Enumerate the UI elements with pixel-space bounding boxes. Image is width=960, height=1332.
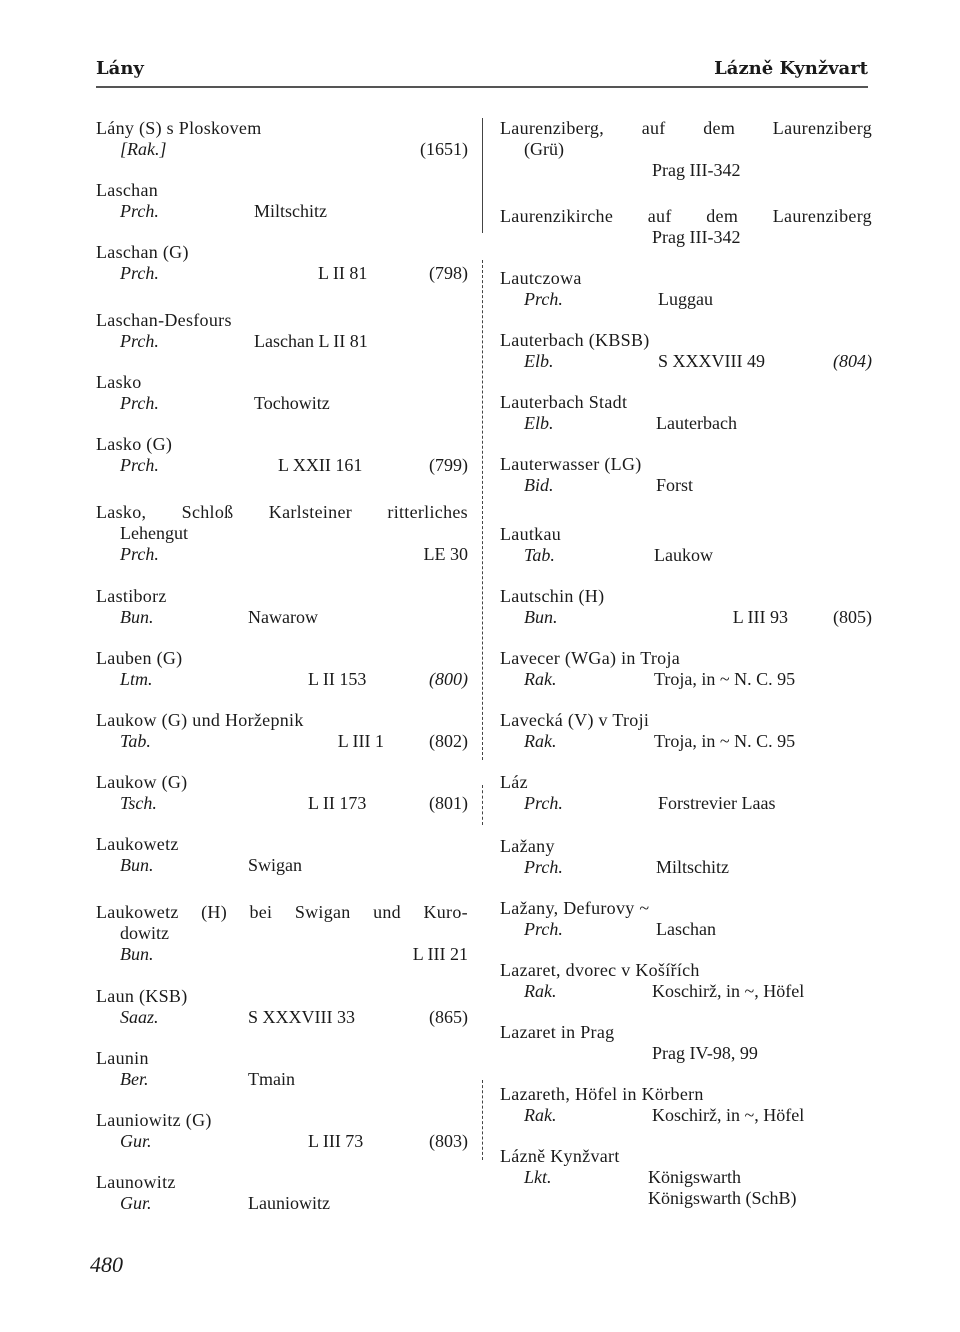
entry-heading: Lauterbach Stadt xyxy=(500,392,628,412)
column-divider xyxy=(482,260,483,760)
district-abbreviation: Tab. xyxy=(524,545,555,565)
entry-detail-line xyxy=(500,857,872,878)
index-entry xyxy=(500,772,872,814)
district-abbreviation: Elb. xyxy=(524,413,554,433)
heading-word: (H) xyxy=(201,902,228,922)
heading-word: Kuro- xyxy=(423,902,468,922)
entry-detail-line xyxy=(96,607,468,628)
entry-heading xyxy=(500,206,872,227)
entry-heading: Lavecer (WGa) in Troja xyxy=(500,648,681,668)
cross-reference: Miltschitz xyxy=(254,201,327,221)
district-abbreviation: Ber. xyxy=(120,1069,149,1089)
entry-number: (865) xyxy=(429,1007,468,1027)
cross-reference: Lauterbach xyxy=(656,413,737,433)
cross-reference: L III 21 xyxy=(412,944,468,964)
index-entry xyxy=(500,1084,872,1126)
district-abbreviation: Bun. xyxy=(120,855,154,875)
index-entry xyxy=(500,898,872,940)
entry-number: (801) xyxy=(429,793,468,813)
entry-heading: Laschan xyxy=(96,180,159,200)
index-entry xyxy=(96,180,468,222)
heading-word: Laurenziberg xyxy=(772,118,872,138)
cross-reference: Forstrevier Laas xyxy=(658,793,776,813)
entry-heading: Launowitz xyxy=(96,1172,176,1192)
heading-word: Laurenziberg, xyxy=(500,118,605,138)
index-entry xyxy=(500,1022,872,1064)
district-abbreviation: Bid. xyxy=(524,475,554,495)
entry-detail-line xyxy=(96,1193,468,1214)
district-abbreviation: Tsch. xyxy=(120,793,157,813)
index-entry xyxy=(96,710,468,752)
heading-word: Laurenziberg xyxy=(772,206,872,226)
district-abbreviation: Rak. xyxy=(524,1105,557,1125)
heading-word: Swigan xyxy=(294,902,351,922)
cross-reference: Koschirž, in ~, Höfel xyxy=(652,1105,805,1125)
entry-number: (798) xyxy=(429,263,468,283)
cross-reference: Laschan L II 81 xyxy=(254,331,368,351)
district-abbreviation: Rak. xyxy=(524,981,557,1001)
entry-detail-line xyxy=(500,413,872,434)
entry-detail-line xyxy=(96,544,468,565)
heading-word: auf xyxy=(641,118,666,138)
entry-heading: Lauterbach (KBSB) xyxy=(500,330,650,350)
cross-reference: Tochowitz xyxy=(254,393,330,413)
cross-reference: Nawarow xyxy=(248,607,318,627)
entry-heading xyxy=(96,902,468,923)
entry-heading xyxy=(96,502,468,523)
cross-reference: Luggau xyxy=(658,289,713,309)
entry-heading: Lažany xyxy=(500,836,555,856)
running-head-left: Lány xyxy=(96,58,144,79)
district-abbreviation: Prch. xyxy=(524,793,563,813)
entry-number: (804) xyxy=(833,351,872,371)
entry-detail-line xyxy=(500,1043,872,1064)
entry-detail-line xyxy=(96,1007,468,1028)
index-entry xyxy=(500,586,872,628)
cross-reference: L III 73 xyxy=(308,1131,364,1151)
district-abbreviation: Gur. xyxy=(120,1193,152,1213)
index-entry xyxy=(500,648,872,690)
index-entry xyxy=(96,502,468,565)
entry-heading: Lazareth, Höfel in Körbern xyxy=(500,1084,704,1104)
cross-reference: L III 93 xyxy=(732,607,788,627)
index-entry xyxy=(96,1110,468,1152)
entry-number: (802) xyxy=(429,731,468,751)
entry-detail-line xyxy=(500,1105,872,1126)
index-entry xyxy=(500,836,872,878)
index-entry xyxy=(96,986,468,1028)
entry-detail-line xyxy=(500,1167,872,1188)
district-abbreviation: Prch. xyxy=(120,331,159,351)
district-abbreviation: Prch. xyxy=(120,393,159,413)
index-entry xyxy=(96,772,468,814)
cross-reference: Troja, in ~ N. C. 95 xyxy=(654,669,796,689)
cross-reference: Königswarth (SchB) xyxy=(648,1188,797,1208)
entry-heading-continuation: (Grü) xyxy=(524,139,564,159)
district-abbreviation: Prch. xyxy=(524,289,563,309)
entry-detail-line xyxy=(500,351,872,372)
entry-detail-line xyxy=(96,201,468,222)
entry-heading: Lautschin (H) xyxy=(500,586,605,606)
heading-word: auf xyxy=(647,206,672,226)
header-rule xyxy=(96,86,868,88)
heading-word: dem xyxy=(706,206,739,226)
cross-reference: L III 1 xyxy=(337,731,384,751)
index-entry xyxy=(500,524,872,566)
district-abbreviation: Tab. xyxy=(120,731,151,751)
entry-heading: Laun (KSB) xyxy=(96,986,188,1006)
heading-word: Laurenzikirche xyxy=(500,206,614,226)
entry-heading: Laukowetz xyxy=(96,834,179,854)
entry-number: (1651) xyxy=(420,139,468,159)
entry-heading: Laschan-Desfours xyxy=(96,310,232,330)
cross-reference: Laukow xyxy=(654,545,713,565)
entry-detail-line xyxy=(96,331,468,352)
heading-word: Schloß xyxy=(181,502,234,522)
cross-reference: Prag IV-98, 99 xyxy=(652,1043,758,1063)
cross-reference: L II 153 xyxy=(308,669,367,689)
entry-heading: Lauterwasser (LG) xyxy=(500,454,642,474)
entry-detail-line xyxy=(500,919,872,940)
district-abbreviation: Saaz. xyxy=(120,1007,159,1027)
index-entry xyxy=(500,454,872,496)
entry-heading: Láz xyxy=(500,772,528,792)
column-divider xyxy=(482,785,483,825)
index-entry xyxy=(500,268,872,310)
entry-detail-line xyxy=(96,944,468,965)
entry-heading: Lautczowa xyxy=(500,268,582,288)
entry-detail-line xyxy=(500,981,872,1002)
entry-detail-line xyxy=(96,139,468,160)
entry-number: (805) xyxy=(833,607,872,627)
entry-heading: Lazaret in Prag xyxy=(500,1022,615,1042)
index-entry xyxy=(500,1146,872,1209)
entry-detail-line xyxy=(96,669,468,690)
column-divider xyxy=(482,1080,483,1160)
index-entry xyxy=(96,372,468,414)
entry-detail-line xyxy=(500,545,872,566)
entry-number: (803) xyxy=(429,1131,468,1151)
district-abbreviation: Elb. xyxy=(524,351,554,371)
district-abbreviation: Bun. xyxy=(120,944,154,964)
cross-reference: Prag III-342 xyxy=(652,160,741,180)
index-entry xyxy=(96,902,468,965)
page-number: 480 xyxy=(90,1252,123,1277)
entry-detail-line xyxy=(96,455,468,476)
index-entry xyxy=(96,310,468,352)
entry-detail-line xyxy=(500,731,872,752)
entry-heading: Lavecká (V) v Troji xyxy=(500,710,650,730)
entry-heading: Laukow (G) und Horžepnik xyxy=(96,710,304,730)
entry-number: (800) xyxy=(429,669,468,689)
index-entry xyxy=(500,392,872,434)
entry-heading: Lažany, Defurovy ~ xyxy=(500,898,650,918)
entry-heading: Lazaret, dvorec v Košířích xyxy=(500,960,700,980)
index-entry xyxy=(96,434,468,476)
running-head xyxy=(96,52,868,86)
entry-detail-line xyxy=(500,160,872,181)
cross-reference: Tmain xyxy=(248,1069,295,1089)
district-abbreviation: Prch. xyxy=(120,455,159,475)
entry-heading: Lasko (G) xyxy=(96,434,173,454)
cross-reference: Miltschitz xyxy=(656,857,729,877)
entry-heading: Launiowitz (G) xyxy=(96,1110,212,1130)
cross-reference: Prag III-342 xyxy=(652,227,741,247)
cross-reference: L II 81 xyxy=(318,263,368,283)
cross-reference: S XXXVIII 49 xyxy=(658,351,765,371)
entry-detail-line xyxy=(96,1069,468,1090)
heading-word: dem xyxy=(703,118,736,138)
column-divider xyxy=(482,118,483,233)
entry-heading xyxy=(500,118,872,139)
index-entry xyxy=(96,648,468,690)
district-abbreviation: Ltm. xyxy=(120,669,153,689)
entry-heading: Lauben (G) xyxy=(96,648,183,668)
district-abbreviation: Prch. xyxy=(524,857,563,877)
district-abbreviation: Prch. xyxy=(524,919,563,939)
entry-detail-line xyxy=(500,227,872,248)
heading-word: bei xyxy=(249,902,273,922)
index-entry xyxy=(96,1048,468,1090)
entry-heading: Lastiborz xyxy=(96,586,167,606)
entry-detail-line xyxy=(500,289,872,310)
district-abbreviation: Bun. xyxy=(524,607,558,627)
index-entry xyxy=(500,118,872,181)
entry-detail-line xyxy=(500,669,872,690)
cross-reference: Königswarth xyxy=(648,1167,741,1187)
index-entry xyxy=(500,330,872,372)
entry-detail-line xyxy=(500,793,872,814)
district-abbreviation: Prch. xyxy=(120,544,159,564)
index-entry xyxy=(500,960,872,1002)
district-abbreviation: Bun. xyxy=(120,607,154,627)
district-abbreviation: Rak. xyxy=(524,669,557,689)
entry-heading: Lázně Kynžvart xyxy=(500,1146,620,1166)
entry-detail-line xyxy=(96,393,468,414)
entry-heading: Laukow (G) xyxy=(96,772,188,792)
cross-reference: Launiowitz xyxy=(248,1193,330,1213)
district-abbreviation: Prch. xyxy=(120,201,159,221)
heading-word: und xyxy=(373,902,401,922)
running-head-right: Lázně Kynžvart xyxy=(714,58,868,79)
index-entry xyxy=(96,118,468,160)
entry-heading-continuation: Lehengut xyxy=(120,523,188,543)
heading-word: Lasko, xyxy=(96,502,147,522)
heading-word: ritterliches xyxy=(387,502,468,522)
entry-detail-line xyxy=(96,263,468,284)
entry-detail-line xyxy=(96,731,468,752)
district-abbreviation: Lkt. xyxy=(524,1167,552,1187)
district-abbreviation: Gur. xyxy=(120,1131,152,1151)
index-entry xyxy=(96,834,468,876)
cross-reference: L II 173 xyxy=(308,793,367,813)
cross-reference: Forst xyxy=(656,475,694,495)
cross-reference: LE 30 xyxy=(423,544,468,564)
index-entry xyxy=(500,710,872,752)
cross-reference: Troja, in ~ N. C. 95 xyxy=(654,731,796,751)
heading-word: Karlsteiner xyxy=(268,502,353,522)
entry-detail-line xyxy=(96,1131,468,1152)
cross-reference: Swigan xyxy=(248,855,302,875)
entry-detail-line xyxy=(96,793,468,814)
entry-heading-continuation: dowitz xyxy=(120,923,169,943)
index-entry xyxy=(96,1172,468,1214)
entry-heading: Launin xyxy=(96,1048,149,1068)
district-abbreviation: Prch. xyxy=(120,263,159,283)
entry-number: (799) xyxy=(429,455,468,475)
cross-reference: S XXXVIII 33 xyxy=(248,1007,355,1027)
entry-heading: Lasko xyxy=(96,372,142,392)
entry-heading: Laschan (G) xyxy=(96,242,189,262)
index-entry xyxy=(96,586,468,628)
entry-detail-line xyxy=(96,855,468,876)
entry-detail-line xyxy=(500,607,872,628)
entry-heading: Lautkau xyxy=(500,524,562,544)
cross-reference: Laschan xyxy=(656,919,716,939)
cross-reference: Koschirž, in ~, Höfel xyxy=(652,981,805,1001)
entry-detail-line xyxy=(500,475,872,496)
index-entry xyxy=(500,206,872,248)
entry-detail-line xyxy=(500,1188,872,1209)
district-abbreviation: [Rak.] xyxy=(120,139,167,159)
index-entry xyxy=(96,242,468,284)
heading-word: Laukowetz xyxy=(96,902,179,922)
entry-heading: Lány (S) s Ploskovem xyxy=(96,118,262,138)
district-abbreviation: Rak. xyxy=(524,731,557,751)
cross-reference: L XXII 161 xyxy=(278,455,363,475)
